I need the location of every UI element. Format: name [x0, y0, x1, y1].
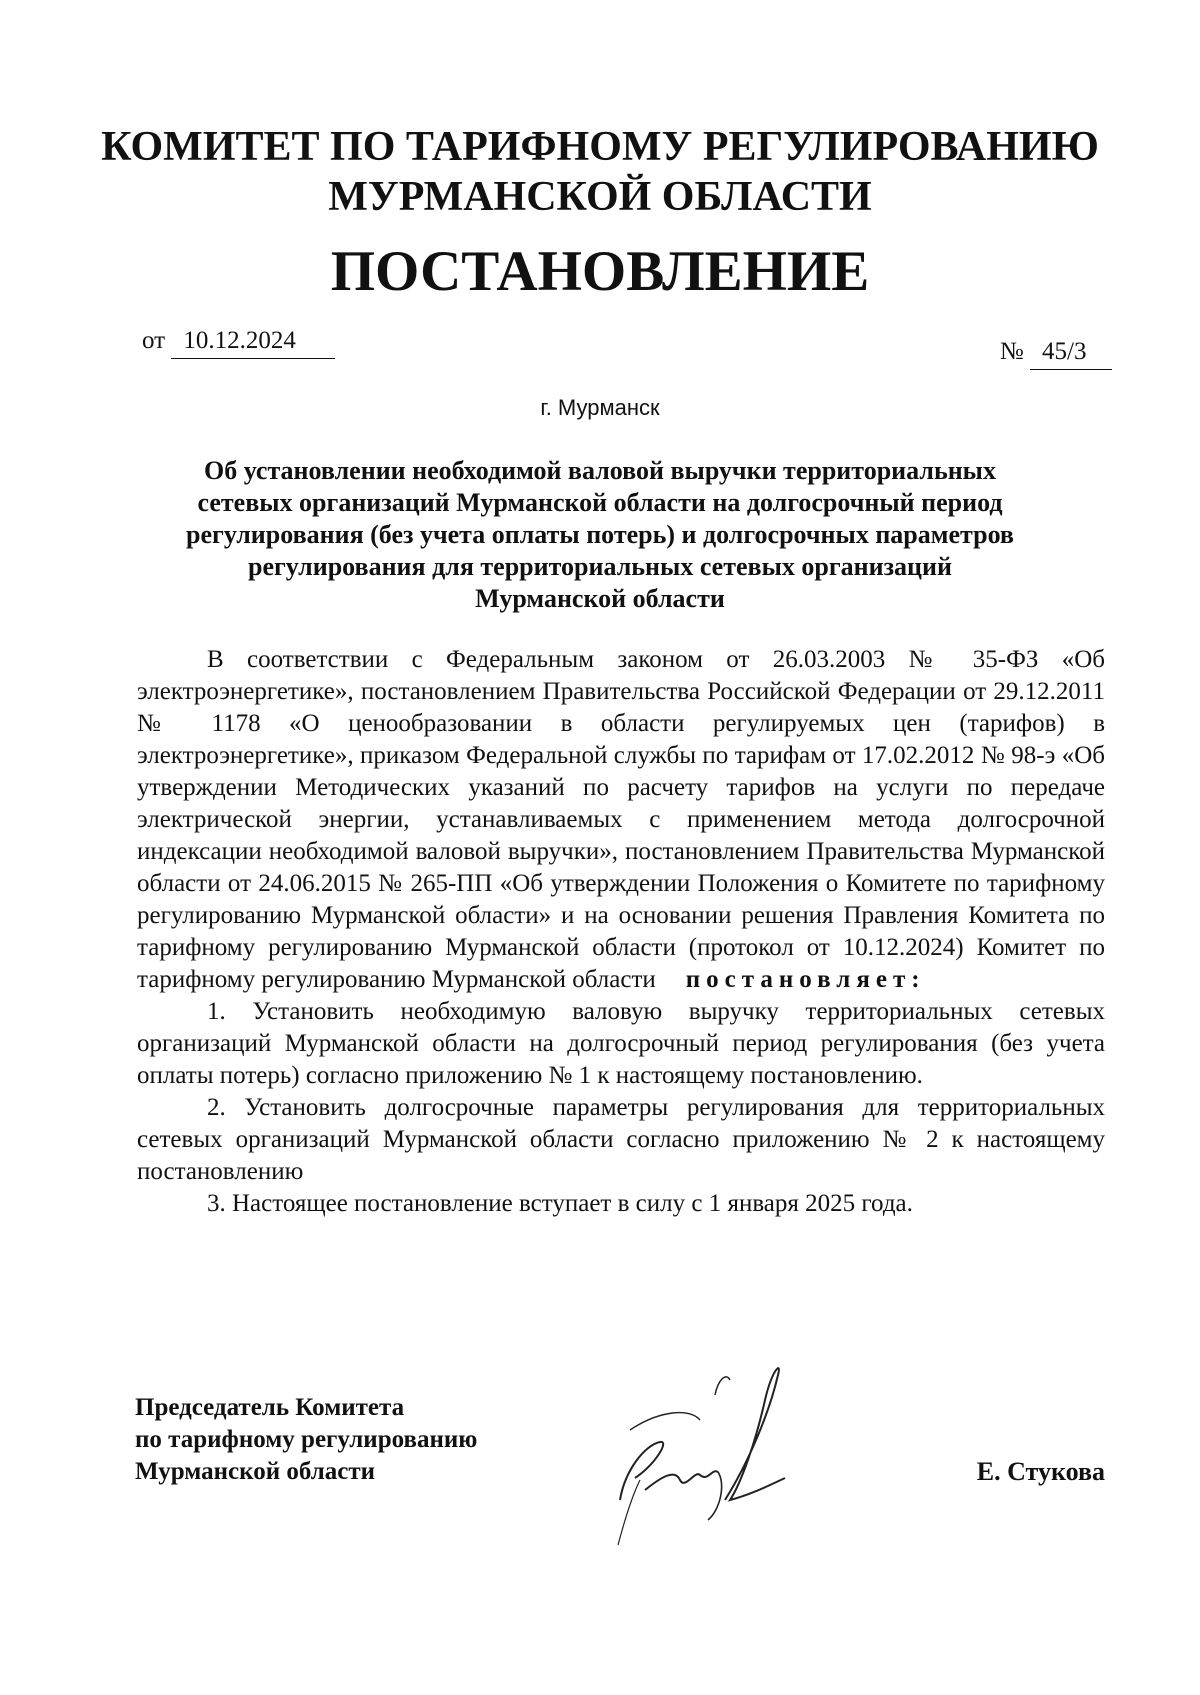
subject-line: сетевых организаций Мурманской области на долгосрочный период	[197, 488, 1003, 517]
organization-name-line2: МУРМАНСКОЙ ОБЛАСТИ	[328, 174, 872, 220]
signatory-title-line: Мурманской области	[135, 1458, 376, 1485]
document-number	[1000, 337, 1112, 370]
date-value: 10.12.2024	[171, 326, 335, 359]
organization-name-line1: КОМИТЕТ ПО ТАРИФНОМУ РЕГУЛИРОВАНИЮ	[101, 124, 1099, 170]
document-date	[142, 326, 335, 359]
preamble-text: В соответствии с Федеральным законом от 26.03.2003 № 35-ФЗ «Об электроэнергетике», постановлением Правительства Российской Федерации от 29.12.2011 № 1178 «О ценообразовании в области регулируемых цен (тарифов) в электроэнергетике», приказом Федеральной службы по тарифам от 17.02.2012 № 98-э «Об утверждении Методических указаний по расчету тарифов на услуги по передаче электрической энергии, устанавливаемых с применением метода долгосрочной индексации необходимой валовой выручки», постановлением Правительства Мурманской области от 24.06.2015 № 265-ПП «Об утверждении Положения о Комитете по тарифному регулированию Мурманской области» и на основании решения Правления Комитета по тарифному регулированию Мурманской области (протокол от 10.12.2024) Комитет по тарифному регулированию Мурманской области	[137, 646, 1105, 993]
preamble-paragraph	[137, 644, 1105, 996]
signatory-title-line: по тарифному регулированию	[135, 1426, 478, 1453]
organization-name	[100, 122, 1100, 222]
document-body	[137, 644, 1105, 1220]
document-type-title: ПОСТАНОВЛЕНИЕ	[330, 240, 870, 303]
signatory-name: Е. Стукова	[976, 1457, 1105, 1486]
subject-line: регулирования (без учета оплаты потерь) и долгосрочных параметров	[186, 520, 1014, 549]
decree-word: постановляет:	[685, 966, 926, 993]
signatory-title	[135, 1392, 477, 1488]
signatory-title-line: Председатель Комитета	[135, 1394, 405, 1421]
decree-item-1: 1. Установить необходимую валовую выручку территориальных сетевых организаций Мурманской области на долгосрочный период регулирования (без учета оплаты потерь) согласно приложению № 1 к настоящему постановлению.	[137, 998, 1105, 1089]
document-subject	[150, 455, 1050, 615]
decree-item-2: 2. Установить долгосрочные параметры регулирования для территориальных сетевых организаций Мурманской области согласно приложению № 2 к настоящему постановлению	[137, 1094, 1105, 1185]
subject-line: регулирования для территориальных сетевых организаций	[247, 552, 952, 581]
number-prefix: №	[999, 338, 1024, 365]
subject-line: Об установлении необходимой валовой выручки территориальных	[204, 456, 996, 485]
document-city: г. Мурманск	[540, 395, 660, 420]
date-prefix: от	[142, 327, 166, 354]
handwritten-signature	[600, 1350, 860, 1550]
number-value: 45/3	[1030, 337, 1112, 370]
decree-item-3: 3. Настоящее постановление вступает в силу с 1 января 2025 года.	[207, 1190, 913, 1217]
subject-line: Мурманской области	[475, 584, 725, 613]
